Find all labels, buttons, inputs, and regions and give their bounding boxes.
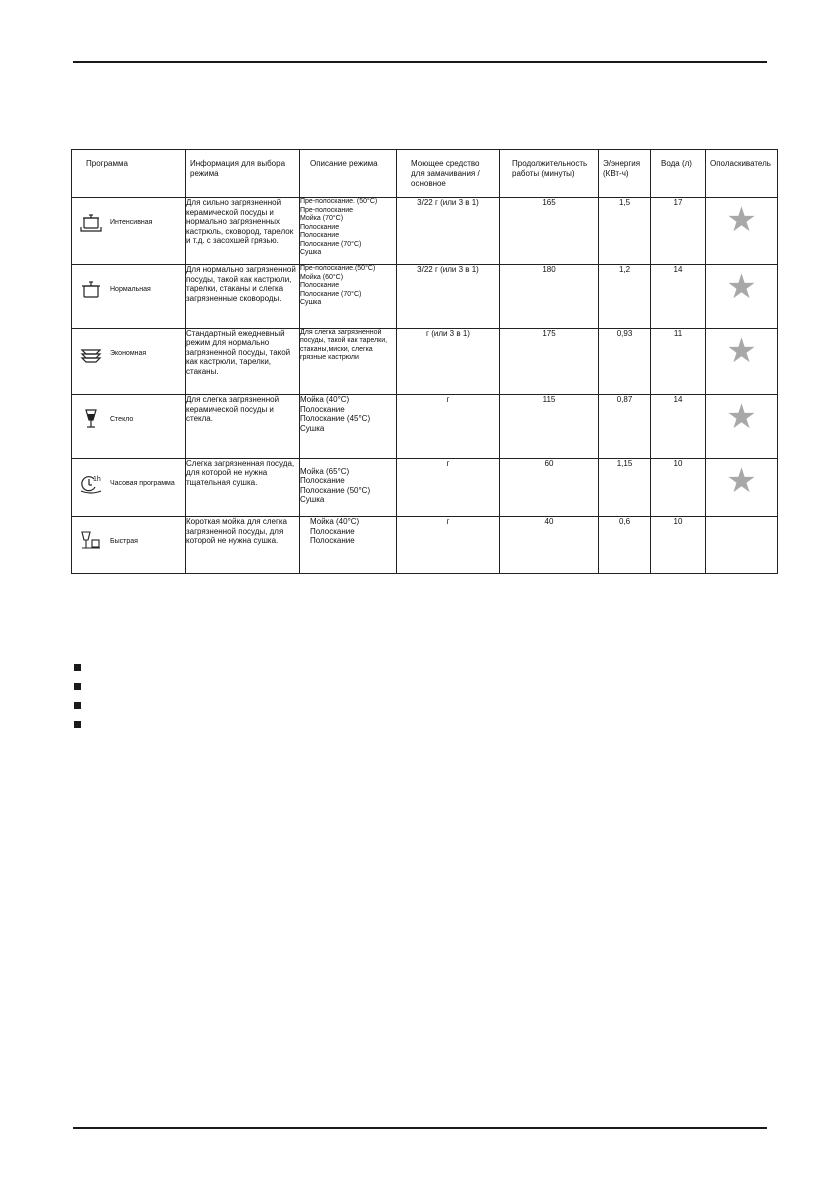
rinse-aid-cell bbox=[706, 517, 778, 574]
program-duration: 180 bbox=[500, 265, 599, 329]
header-description: Описание режима bbox=[300, 150, 397, 198]
pot-on-plate-icon bbox=[80, 210, 102, 234]
program-info: Для нормально загрязненной посуды, такой как кастрюли, тарелки, стаканы и слегка загрязненные сковороды. bbox=[186, 265, 300, 329]
program-water: 10 bbox=[651, 517, 706, 574]
bullet-square bbox=[74, 702, 81, 709]
star-icon: ★ bbox=[726, 398, 757, 437]
svg-text:1h: 1h bbox=[93, 475, 101, 483]
star-icon: ★ bbox=[726, 201, 757, 240]
program-water: 14 bbox=[651, 265, 706, 329]
stacked-plates-icon bbox=[80, 341, 102, 365]
bullet-list bbox=[74, 664, 81, 740]
program-description: Пре-полоскание.(50°C) Мойка (60°C) Полоскание Полоскание (70°C) Сушка bbox=[300, 265, 397, 329]
star-icon: ★ bbox=[726, 461, 757, 500]
program-duration: 175 bbox=[500, 328, 599, 395]
program-name: Экономная bbox=[110, 349, 147, 357]
header-duration: Продолжительность работы (минуты) bbox=[500, 150, 599, 198]
program-description: Пре-полоскание. (50°C) Пре-полоскание Мойка (70°C) Полоскание Полоскание Полоскание (70°C) Сушка bbox=[300, 198, 397, 265]
table-header-row bbox=[72, 150, 778, 198]
program-name: Интенсивная bbox=[110, 219, 153, 227]
table-row bbox=[72, 395, 778, 459]
program-name: Быстрая bbox=[110, 538, 138, 546]
header-energy: Э/энергия (КВт-ч) bbox=[599, 150, 651, 198]
header-program: Программа bbox=[72, 150, 186, 198]
rinse-aid-cell bbox=[706, 328, 778, 395]
bullet-square bbox=[74, 664, 81, 671]
program-detergent: г (или 3 в 1) bbox=[397, 328, 500, 395]
program-detergent: г bbox=[397, 458, 500, 517]
program-description: Мойка (40°C) Полоскание Полоскание (45°C) Сушка bbox=[300, 395, 397, 459]
program-name: Часовая программа bbox=[110, 479, 175, 487]
header-info: Информация для выбора режима bbox=[186, 150, 300, 198]
program-info: Для слегка загрязненной керамической посуды и стекла. bbox=[186, 395, 300, 459]
program-name: Нормальная bbox=[110, 286, 151, 294]
header-water: Вода (л) bbox=[651, 150, 706, 198]
program-cell bbox=[72, 517, 186, 574]
rinse-aid-cell bbox=[706, 198, 778, 265]
program-detergent: 3/22 г (или 3 в 1) bbox=[397, 198, 500, 265]
star-icon: ★ bbox=[726, 331, 757, 370]
program-detergent: г bbox=[397, 395, 500, 459]
program-duration: 115 bbox=[500, 395, 599, 459]
table-row bbox=[72, 265, 778, 329]
program-energy: 0,87 bbox=[599, 395, 651, 459]
bottom-rule bbox=[73, 1127, 767, 1129]
header-rinse-aid: Ополаскиватель bbox=[706, 150, 778, 198]
star-icon: ★ bbox=[726, 268, 757, 307]
program-info: Для сильно загрязненной керамической посуды и нормально загрязненных кастрюль, сковород, тарелок и т.д. с засохшей грязью. bbox=[186, 198, 300, 265]
program-energy: 1,2 bbox=[599, 265, 651, 329]
wine-glass-icon bbox=[80, 407, 102, 431]
program-detergent: г bbox=[397, 517, 500, 574]
header-detergent: Моющее средство для замачивания /основное bbox=[397, 150, 500, 198]
pot-icon bbox=[80, 277, 102, 301]
program-table bbox=[71, 149, 778, 574]
program-duration: 40 bbox=[500, 517, 599, 574]
table-row bbox=[72, 198, 778, 265]
program-cell bbox=[72, 458, 186, 517]
program-cell bbox=[72, 198, 186, 265]
rinse-aid-cell bbox=[706, 265, 778, 329]
program-info: Стандартный ежедневный режим для нормально загрязненной посуды, такой как кастрюли, тарелки, стаканы. bbox=[186, 328, 300, 395]
rinse-aid-cell bbox=[706, 395, 778, 459]
program-energy: 0,6 bbox=[599, 517, 651, 574]
program-energy: 0,93 bbox=[599, 328, 651, 395]
program-description: Мойка (40°C) Полоскание Полоскание bbox=[300, 517, 397, 574]
top-rule bbox=[73, 61, 767, 63]
program-duration: 165 bbox=[500, 198, 599, 265]
program-cell bbox=[72, 395, 186, 459]
program-water: 14 bbox=[651, 395, 706, 459]
bullet-square bbox=[74, 721, 81, 728]
program-energy: 1,15 bbox=[599, 458, 651, 517]
program-description: Мойка (65°C) Полоскание Полоскание (50°C) Сушка bbox=[300, 458, 397, 517]
clock-plate-icon bbox=[80, 471, 102, 495]
rinse-aid-cell bbox=[706, 458, 778, 517]
glass-and-cup-icon bbox=[80, 529, 102, 553]
program-info: Короткая мойка для слегка загрязненной посуды, для которой не нужна сушка. bbox=[186, 517, 300, 574]
program-water: 11 bbox=[651, 328, 706, 395]
program-detergent: 3/22 г (или 3 в 1) bbox=[397, 265, 500, 329]
program-name: Стекло bbox=[110, 416, 134, 424]
program-energy: 1,5 bbox=[599, 198, 651, 265]
table-row bbox=[72, 328, 778, 395]
program-cell bbox=[72, 328, 186, 395]
table-row bbox=[72, 517, 778, 574]
program-description: Для слегка загрязненной посуды, такой как тарелки, стаканы,миски, слегка грязные кастрюли bbox=[300, 328, 397, 395]
program-duration: 60 bbox=[500, 458, 599, 517]
program-water: 10 bbox=[651, 458, 706, 517]
program-cell bbox=[72, 265, 186, 329]
bullet-square bbox=[74, 683, 81, 690]
table-row bbox=[72, 458, 778, 517]
program-info: Слегка загрязненная посуда, для которой не нужна тщательная сушка. bbox=[186, 458, 300, 517]
program-water: 17 bbox=[651, 198, 706, 265]
